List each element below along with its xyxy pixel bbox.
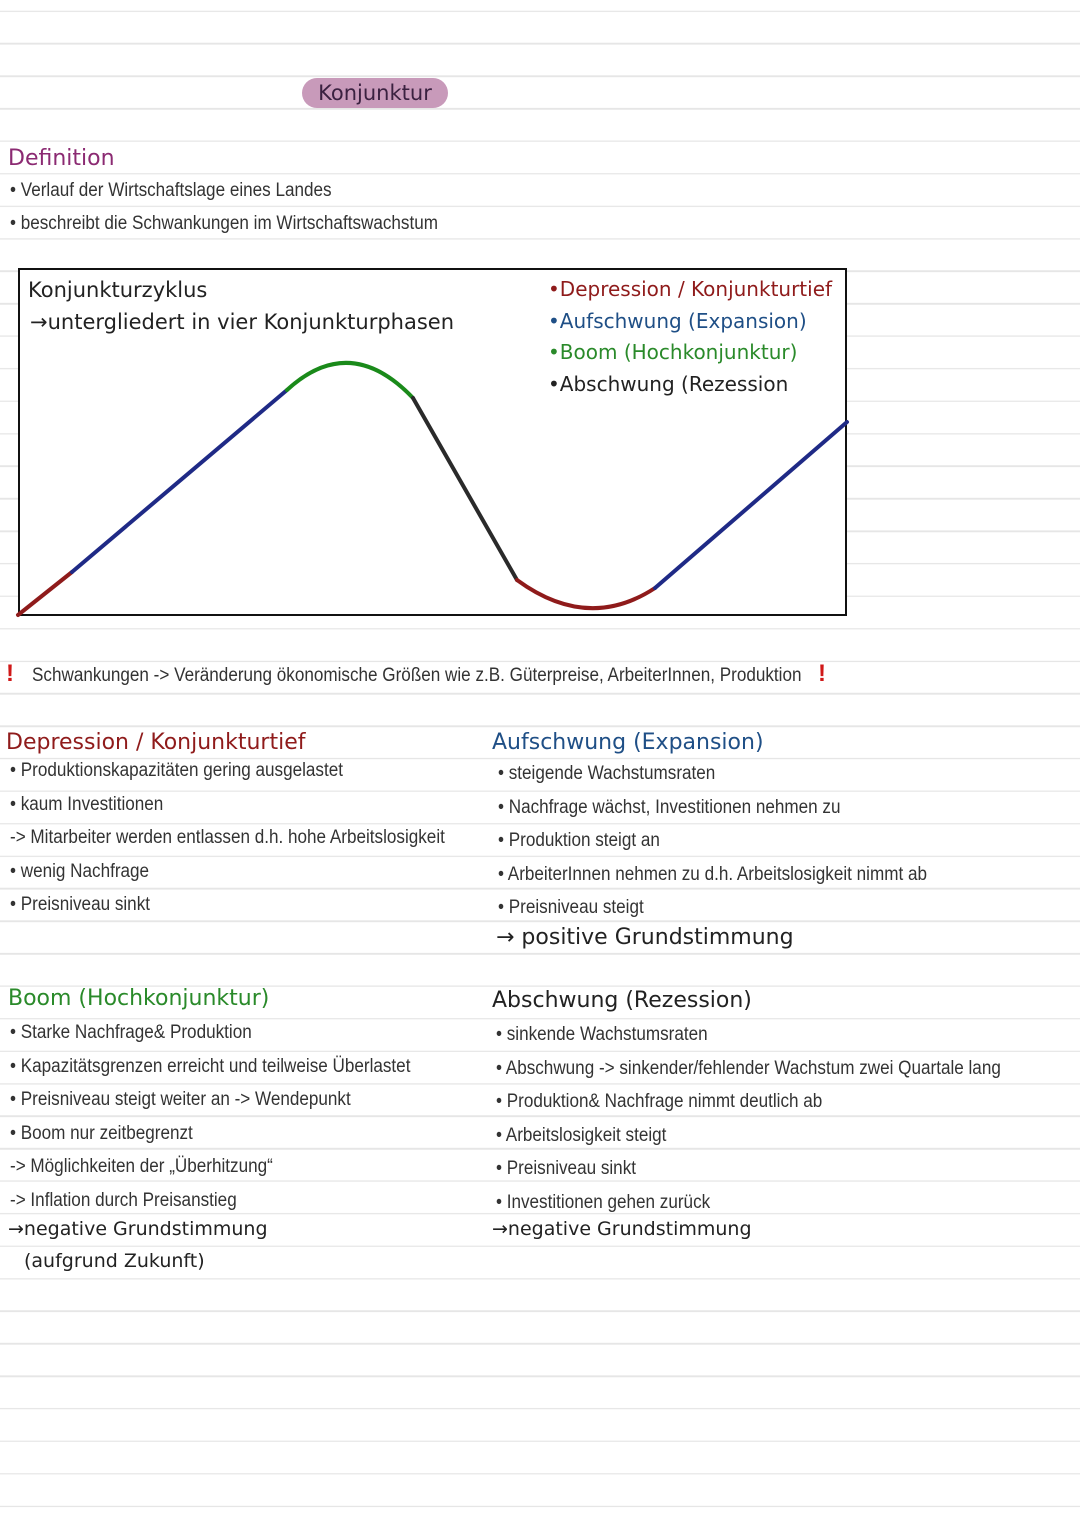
depression-list [10,754,445,922]
warning-mark-start: ! [6,660,14,687]
boom-conclusion: →negative Grundstimmung [8,1218,268,1240]
curve-expansion-1 [72,390,287,572]
list-item: -> Inflation durch Preisanstieg [10,1189,237,1211]
list-item: • Investitionen gehen zurück [496,1191,711,1213]
list-item: • sinkende Wachstumsraten [496,1024,708,1045]
list-item: -> Mitarbeiter werden entlassen d.h. hohe Arbeitslosigkeit [10,827,445,848]
depression-heading: Depression / Konjunkturtief [6,730,306,755]
expansion-list [498,757,927,925]
curve-depression [517,580,655,608]
list-item: • kaum Investitionen [10,793,164,815]
warning-text: Schwankungen -> Veränderung ökonomische Größen wie z.B. Güterpreise, ArbeiterInnen, Produktion [32,665,802,686]
cycle-curve [0,0,1080,640]
legend-recession: •Abschwung (Rezession [548,372,789,396]
list-item: • Preisniveau sinkt [496,1158,637,1179]
curve-expansion-2 [655,422,847,588]
list-item: • Preisniveau steigt [498,897,644,918]
recession-list [496,1018,1001,1219]
boom-conclusion-note: (aufgrund Zukunft) [24,1250,205,1272]
list-item: • Preisniveau steigt weiter an -> Wendepunkt [10,1089,351,1110]
list-item: • wenig Nachfrage [10,860,150,882]
expansion-heading: Aufschwung (Expansion) [492,730,764,755]
curve-recession [413,398,517,580]
curve-depression-start [18,572,72,615]
legend-depression: •Depression / Konjunkturtief [548,277,833,301]
recession-heading: Abschwung (Rezession) [492,988,752,1013]
list-item: • Abschwung -> sinkender/fehlender Wachstum zwei Quartale lang [496,1057,1001,1079]
cycle-subtitle: →untergliedert in vier Konjunkturphasen [30,310,455,334]
legend-boom: •Boom (Hochkonjunktur) [548,340,798,364]
list-item: • Preisniveau sinkt [10,894,151,915]
recession-conclusion: →negative Grundstimmung [492,1218,752,1240]
warning-mark-end: ! [818,660,826,687]
list-item: • Boom nur zeitbegrenzt [10,1122,193,1144]
definition-point-1: • Verlauf der Wirtschaftslage eines Landes [10,180,332,201]
boom-heading: Boom (Hochkonjunktur) [8,986,270,1011]
list-item: -> Möglichkeiten der „Überhitzung“ [10,1156,273,1177]
cycle-title: Konjunkturzyklus [28,278,208,302]
curve-boom [287,363,413,398]
list-item: • Produktionskapazitäten gering ausgelastet [10,760,343,781]
list-item: • Starke Nachfrage& Produktion [10,1022,252,1043]
list-item: • ArbeiterInnen nehmen zu d.h. Arbeitslosigkeit nimmt ab [498,863,927,885]
definition-heading: Definition [8,146,115,171]
page-title: Konjunktur [302,78,448,108]
list-item: • Arbeitslosigkeit steigt [496,1124,667,1146]
legend-expansion: •Aufschwung (Expansion) [548,309,807,333]
definition-point-2: • beschreibt die Schwankungen im Wirtschaftswachstum [10,213,438,234]
list-item: • Kapazitätsgrenzen erreicht und teilweise Überlastet [10,1055,411,1077]
expansion-conclusion: → positive Grundstimmung [496,925,794,950]
list-item: • steigende Wachstumsraten [498,763,716,784]
list-item: • Produktion steigt an [498,830,660,851]
list-item: • Produktion& Nachfrage nimmt deutlich ab [496,1091,823,1112]
list-item: • Nachfrage wächst, Investitionen nehmen zu [498,796,841,818]
boom-list [10,1016,410,1217]
